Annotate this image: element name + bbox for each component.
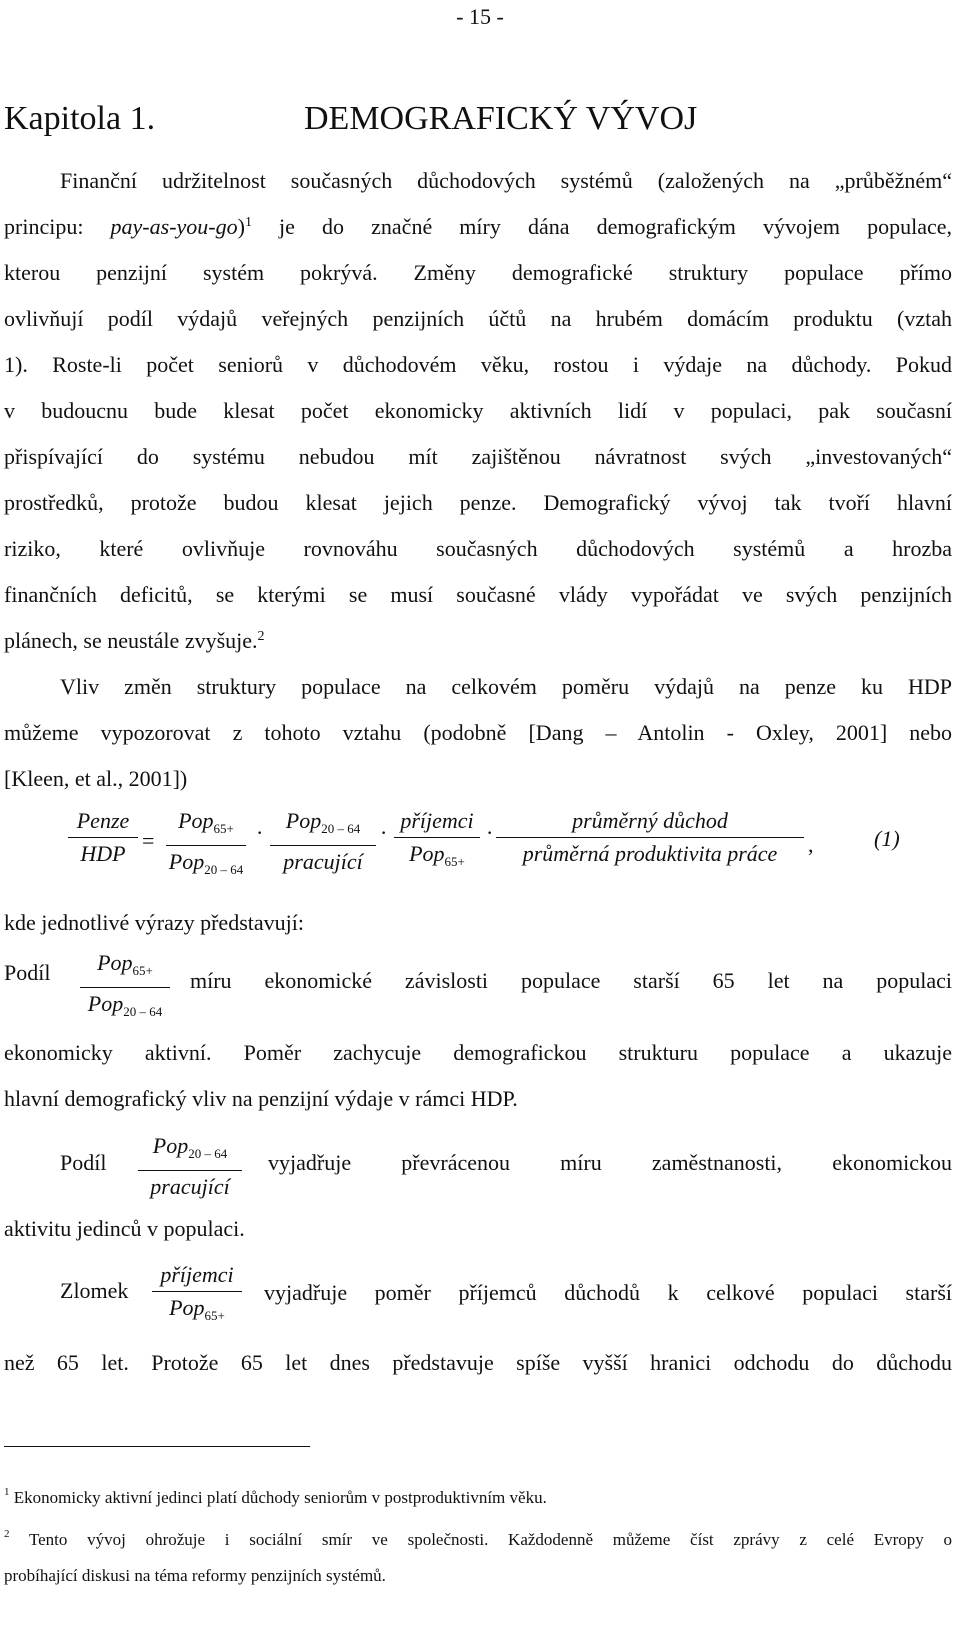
frac-penze-hdp: Penze HDP: [68, 808, 138, 867]
podil1-label: Podíl: [4, 960, 51, 985]
intro-line: kde jednotlivé výrazy představují:: [4, 910, 304, 935]
para2-line: můžeme vypozorovat z tohoto vztahu (podobně [Dang – Antolin - Oxley, 2001] nebo: [4, 720, 952, 745]
comma: ,: [808, 832, 814, 857]
podil1-text: hlavní demografický vliv na penzijní výdaje v rámci HDP.: [4, 1086, 518, 1111]
frac-pop65-pop2064: Pop$_{65+}$ Pop$_{20 - 64}$: [166, 808, 246, 883]
para1-line: přispívající do systému nebudou mít zajištěnou návratnost svých „investovaných“: [4, 444, 952, 469]
equals-sign: =: [142, 828, 155, 853]
footnote-separator: [4, 1446, 310, 1447]
chapter-heading: [4, 100, 697, 138]
zlomek-text: než 65 let. Protože 65 let dnes představuje spíše vyšší hranici odchodu do důchodu: [4, 1350, 952, 1375]
para1-line: plánech, se neustále zvyšuje.$^2$: [4, 628, 265, 653]
para1-line: prostředků, protože budou klesat jejich penze. Demografický vývoj tak tvoří hlavní: [4, 490, 952, 515]
frac-duchod-produktivita: průměrný důchod průměrná produktivita práce: [496, 808, 804, 867]
frac-prijemci-pop65-small: příjemci Pop$_{65+}$: [152, 1262, 242, 1329]
frac-pop65-pop2064-small: Pop$_{65+}$ Pop$_{20 - 64}$: [80, 950, 170, 1025]
footnote-1: $^1$ Ekonomicky aktivní jedinci platí důchody seniorům v postproduktivním věku.: [4, 1486, 547, 1507]
podil1-text: míru ekonomické závislosti populace starší 65 let na populaci: [190, 968, 952, 993]
para1-line: Finanční udržitelnost současných důchodových systémů (založených na „průběžném“: [60, 168, 952, 193]
footnote-ref-2: 2: [257, 629, 265, 644]
frac-pop2064-pracujici-small: Pop$_{20 - 64}$ pracující: [138, 1133, 242, 1200]
para1-line: principu: pay-as-you-go)$^1$ je do značné míry dána demografickým vývojem populace,: [4, 214, 952, 239]
para1-line: v budoucnu bude klesat počet ekonomicky aktivních lidí v populaci, pak současní: [4, 398, 952, 423]
footnote-ref-1: 1: [244, 215, 252, 230]
footnote-2-cont: probíhající diskusi na téma reformy penzijních systémů.: [4, 1566, 386, 1585]
para1-line: ovlivňují podíl výdajů veřejných penzijních účtů na hrubém domácím produktu (vztah: [4, 306, 952, 331]
frac-prijemci-pop65: příjemci Pop$_{65+}$: [394, 808, 480, 875]
podil2-text: vyjadřuje převrácenou míru zaměstnanosti, ekonomickou: [268, 1150, 952, 1175]
page-number: - 15 -: [456, 4, 504, 29]
dot-operator: ·: [256, 820, 264, 845]
para1-line: 1). Roste-li počet seniorů v důchodovém věku, rostou i výdaje na důchody. Pokud: [4, 352, 952, 377]
para2-line: [Kleen, et al., 2001]): [4, 766, 188, 791]
footnote-2: $^2$ Tento vývoj ohrožuje i sociální smír ve společnosti. Každodenně můžeme číst zprávy z celé Evropy o: [4, 1528, 953, 1549]
chapter-label: Kapitola 1.: [4, 100, 156, 137]
podil2-text: aktivitu jedinců v populaci.: [4, 1216, 245, 1241]
para1-line: riziko, které ovlivňuje rovnováhu současných důchodových systémů a hrozba: [4, 536, 952, 561]
para1-line: finančních deficitů, se kterými se musí současné vlády vypořádat ve svých penzijních: [4, 582, 952, 607]
chapter-title: DEMOGRAFICKÝ VÝVOJ: [304, 100, 698, 137]
podil1-text: ekonomicky aktivní. Poměr zachycuje demografickou strukturu populace a ukazuje: [4, 1040, 952, 1065]
para1-line: kterou penzijní systém pokrývá. Změny demografické struktury populace přímo: [4, 260, 952, 285]
para2-line: Vliv změn struktury populace na celkovém poměru výdajů na penze ku HDP: [60, 674, 952, 699]
zlomek-text: vyjadřuje poměr příjemců důchodů k celkové populaci starší: [264, 1280, 952, 1305]
frac-pop2064-pracujici: Pop$_{20 - 64}$ pracující: [270, 808, 376, 875]
podil2-label: Podíl: [60, 1150, 107, 1175]
dot-operator: ·: [486, 820, 494, 845]
dot-operator: ·: [380, 820, 388, 845]
equation-number: (1): [874, 826, 900, 851]
zlomek-label: Zlomek: [60, 1278, 129, 1303]
